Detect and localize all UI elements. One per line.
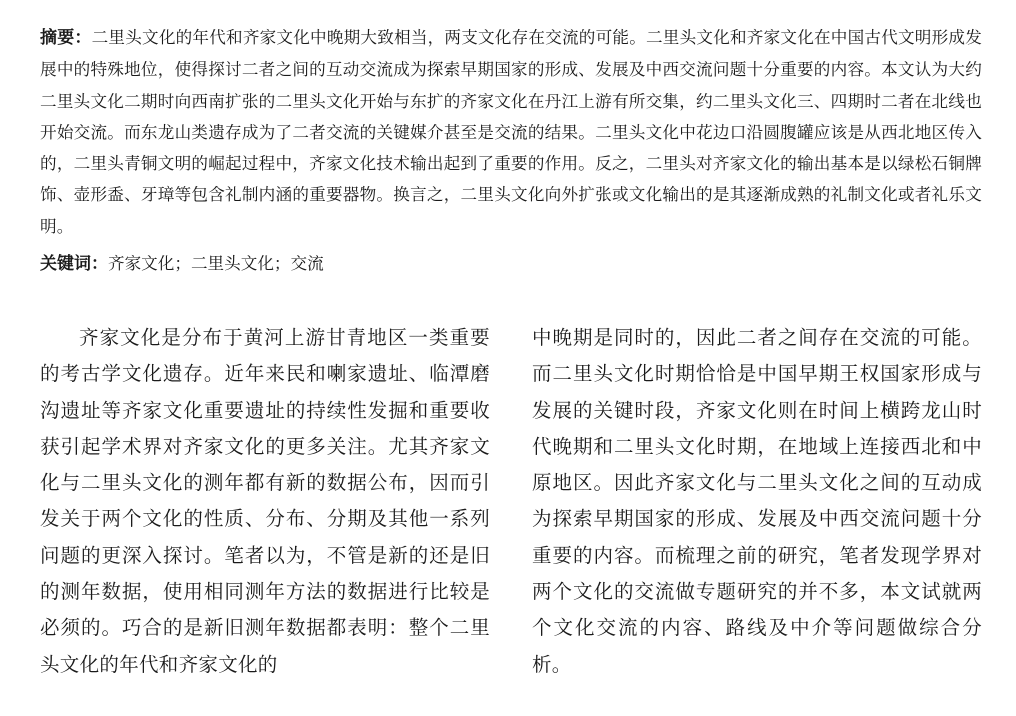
keywords-text: 齐家文化；二里头文化；交流 <box>108 254 324 273</box>
abstract-paragraph <box>40 22 982 242</box>
body-column-left <box>40 320 490 683</box>
keywords-line <box>40 248 982 280</box>
body-column-right <box>532 320 982 683</box>
abstract-text: 二里头文化的年代和齐家文化中晚期大致相当，两支文化存在交流的可能。二里头文化和齐家文化在中国古代文明形成发展中的特殊地位，使得探讨二者之间的互动交流成为探索早期国家的形成、发展及中西交流问题十分重要的内容。本文认为大约二里头文化二期时向西南扩张的二里头文化开始与东扩的齐家文化在丹江上游有所交集，约二里头文化三、四期时二者在北线也开始交流。而东龙山类遗存成为了二者交流的关键媒介甚至是交流的结果。二里头文化中花边口沿圆腹罐应该是从西北地区传入的，二里头青铜文明的崛起过程中，齐家文化技术输出起到了重要的作用。反之，二里头对齐家文化的输出基本是以绿松石铜牌饰、壶形盉、牙璋等包含礼制内涵的重要器物。换言之，二里头文化向外扩张或文化输出的是其逐渐成熟的礼制文化或者礼乐文明。 <box>40 28 982 236</box>
body-paragraph-left: 齐家文化是分布于黄河上游甘青地区一类重要的考古学文化遗存。近年来民和喇家遗址、临潭磨沟遗址等齐家文化重要遗址的持续性发掘和重要收获引起学术界对齐家文化的更多关注。尤其齐家文化与二里头文化的测年都有新的数据公布，因而引发关于两个文化的性质、分布、分期及其他一系列问题的更深入探讨。笔者以为，不管是新的还是旧的测年数据，使用相同测年方法的数据进行比较是必须的。巧合的是新旧测年数据都表明：整个二里头文化的年代和齐家文化的 <box>40 326 490 676</box>
abstract-label: 摘要： <box>40 28 92 48</box>
keywords-label: 关键词： <box>40 254 108 274</box>
body-paragraph-right: 中晚期是同时的，因此二者之间存在交流的可能。而二里头文化时期恰恰是中国早期王权国家形成与发展的关键时段，齐家文化则在时间上横跨龙山时代晚期和二里头文化时期，在地域上连接西北和中原地区。因此齐家文化与二里头文化之间的互动成为探索早期国家的形成、发展及中西交流问题十分重要的内容。而梳理之前的研究，笔者发现学界对两个文化的交流做专题研究的并不多，本文试就两个文化交流的内容、路线及中介等问题做综合分析。 <box>532 326 982 676</box>
